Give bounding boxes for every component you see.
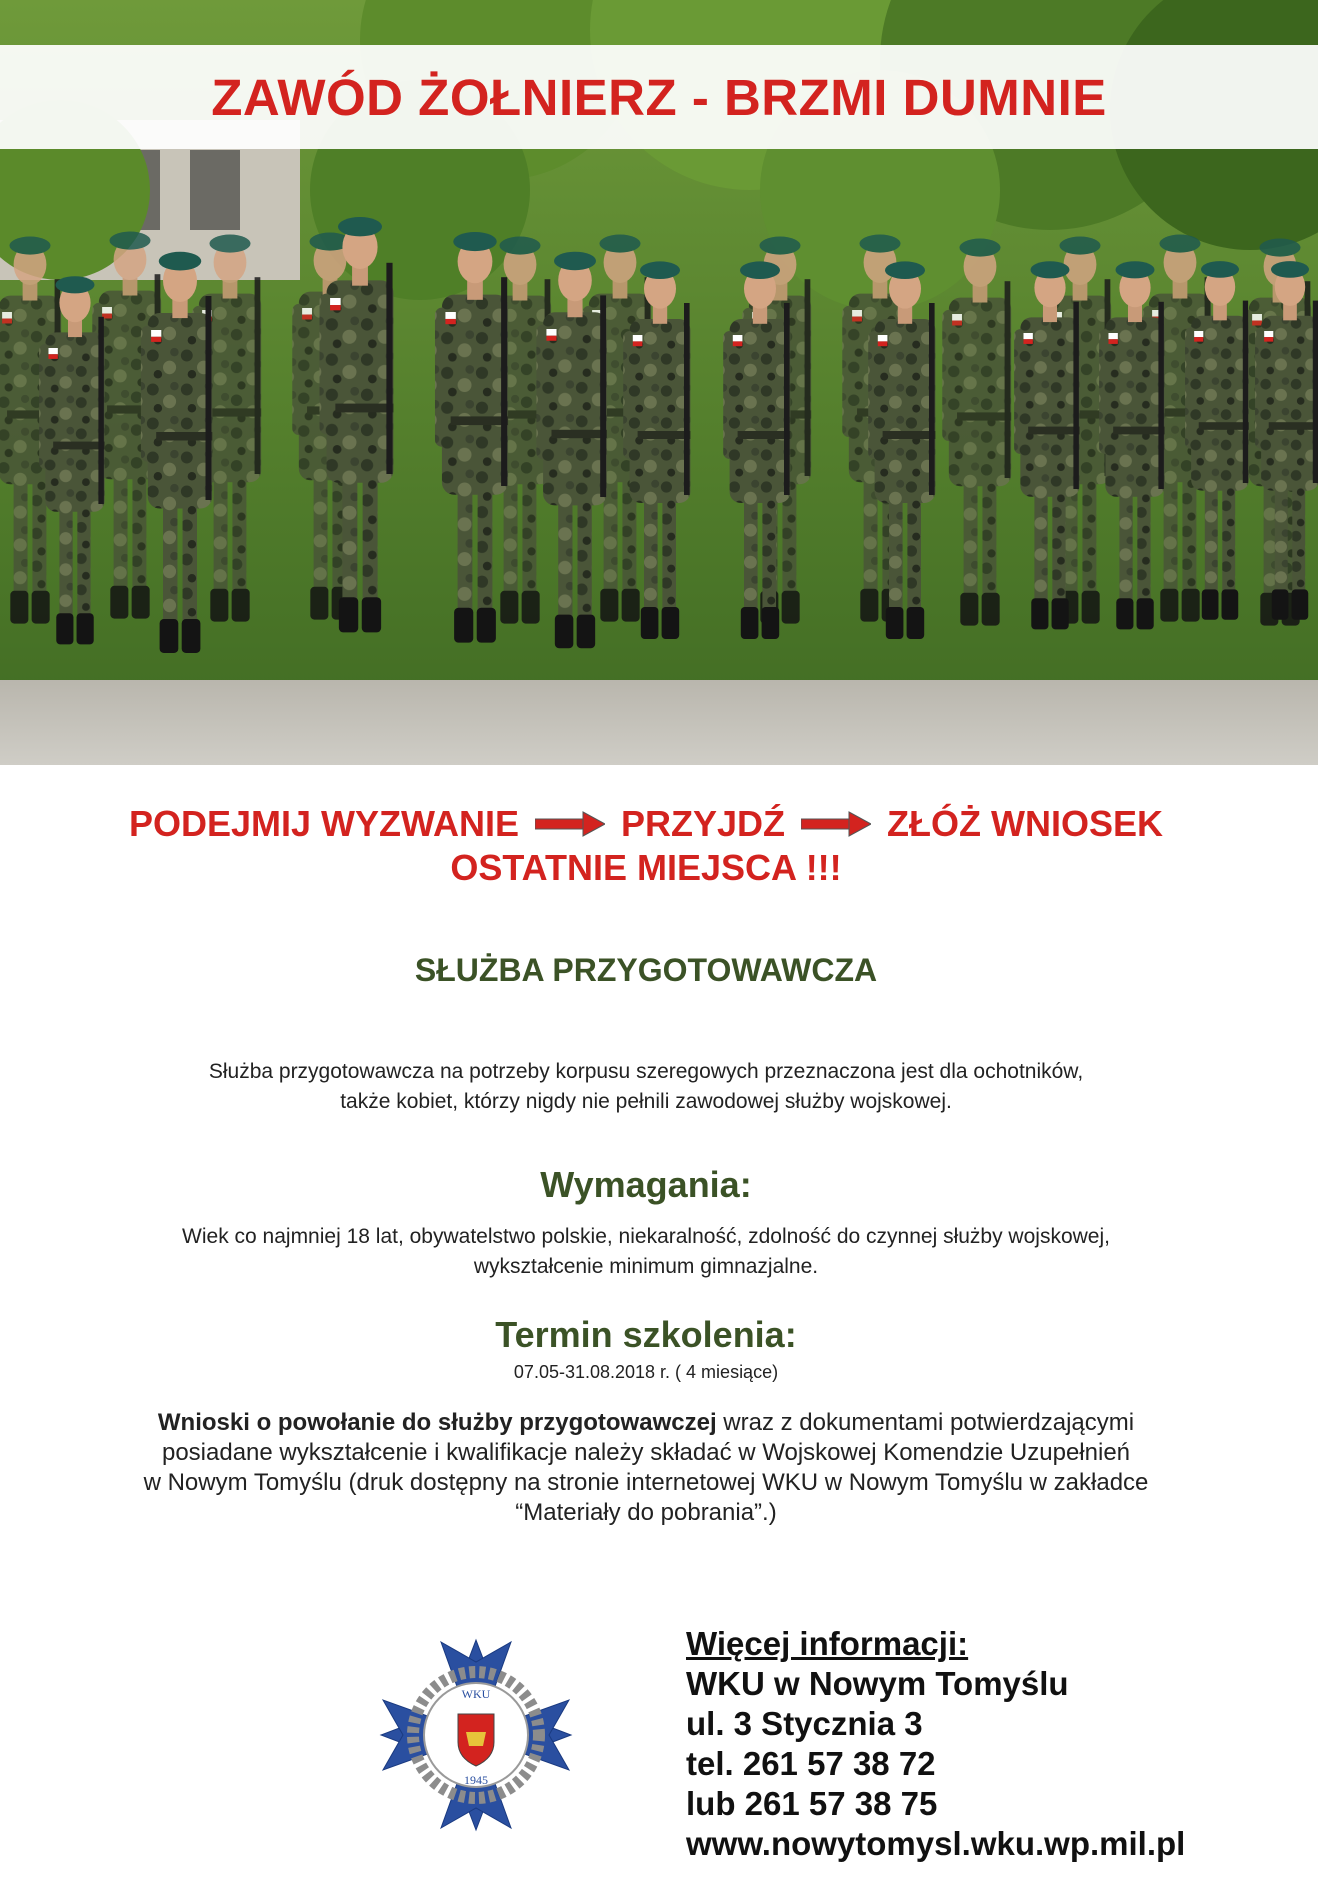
application-line: “Materiały do pobrania”.)	[515, 1499, 777, 1526]
contact-office: WKU w Nowym Tomyślu	[686, 1665, 1069, 1702]
slogan-steps	[0, 802, 1292, 846]
application-line	[0, 1408, 1292, 1438]
contact-website: www.nowytomysl.wku.wp.mil.pl	[686, 1825, 1186, 1862]
hero-photo	[0, 0, 1318, 765]
application-line: w Nowym Tomyślu (druk dostępny na stronie internetowej WKU w Nowym Tomyślu w zakładce	[143, 1469, 1149, 1496]
contact-block	[686, 1624, 1185, 1864]
slogan	[0, 802, 1292, 890]
service-description	[0, 1057, 1292, 1117]
right-arrow-icon	[535, 811, 605, 837]
requirements-text	[0, 1222, 1292, 1282]
logo-year: 1945	[464, 1773, 488, 1787]
application-text	[0, 1408, 1292, 1528]
contact-phone-2: lub 261 57 38 75	[686, 1785, 938, 1822]
application-line: posiadane wykształcenie i kwalifikacje należy składać w Wojskowej Komendzie Uzupełnień	[161, 1439, 1131, 1466]
requirements-line: Wiek co najmniej 18 lat, obywatelstwo polskie, niekaralność, zdolność do czynnej służby wojskowej,	[182, 1225, 1110, 1248]
contact-phone-1: tel. 261 57 38 72	[686, 1745, 936, 1782]
training-heading: Termin szkolenia:	[495, 1314, 797, 1355]
right-arrow-icon	[801, 811, 871, 837]
slogan-step-challenge: PODEJMIJ WYZWANIE	[128, 803, 520, 844]
slogan-urgent: OSTATNIE MIEJSCA !!!	[450, 847, 842, 888]
contact-street: ul. 3 Stycznia 3	[686, 1705, 923, 1742]
service-heading: SŁUŻBA PRZYGOTOWAWCZA	[414, 952, 878, 988]
slogan-step-come: PRZYJDŹ	[621, 803, 786, 844]
wku-cross-emblem-icon	[373, 1632, 579, 1838]
page-title: ZAWÓD ŻOŁNIERZ - BRZMI DUMNIE	[211, 68, 1107, 126]
slogan-step-apply: ZŁÓŻ WNIOSEK	[887, 803, 1164, 844]
title-band	[0, 45, 1318, 149]
requirements-heading: Wymagania:	[540, 1164, 752, 1205]
training-dates: 07.05-31.08.2018 r. ( 4 miesiące)	[513, 1362, 779, 1382]
application-bold-lead: Wnioski o powołanie do służby przygotowawczej	[157, 1409, 717, 1436]
service-description-line: także kobiet, którzy nigdy nie pełnili zawodowej służby wojskowej.	[340, 1090, 952, 1113]
logo-top-text: WKU	[461, 1687, 491, 1701]
application-line-rest: wraz z dokumentami potwierdzającymi	[716, 1409, 1135, 1436]
requirements-line: wykształcenie minimum gimnazjalne.	[473, 1255, 819, 1278]
contact-heading: Więcej informacji:	[686, 1625, 969, 1662]
service-description-line: Służba przygotowawcza na potrzeby korpusu szeregowych przeznaczona jest dla ochotników,	[208, 1060, 1084, 1083]
